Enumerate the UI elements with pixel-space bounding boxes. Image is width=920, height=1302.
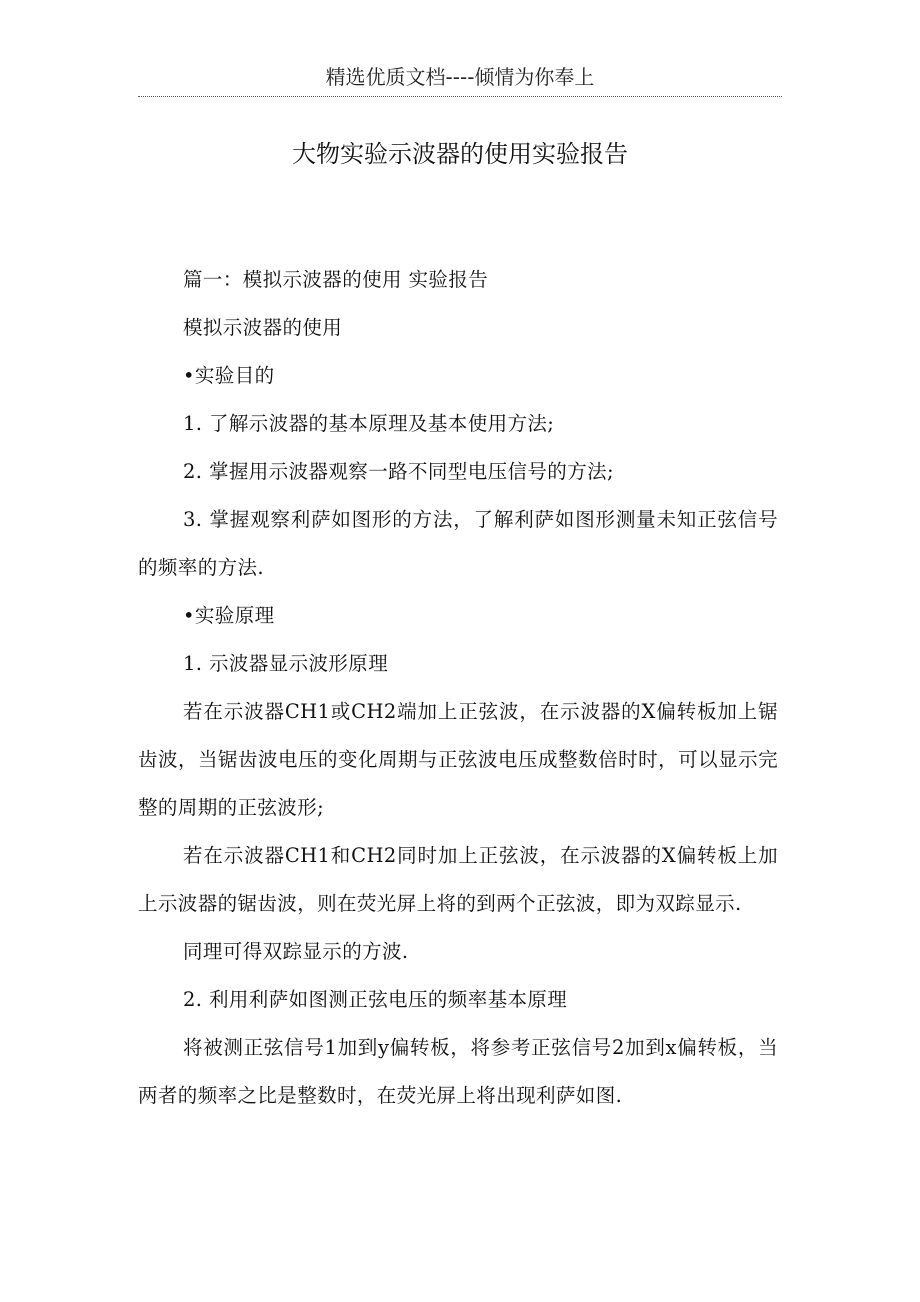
paragraph-principle-heading: •实验原理	[183, 604, 275, 627]
paragraph-principle-1-title: 1. 示波器显示波形原理	[183, 652, 389, 675]
paragraph-subtitle: 模拟示波器的使用	[183, 316, 343, 339]
paragraph-section-heading: 篇一：模拟示波器的使用 实验报告	[183, 268, 489, 291]
page-header: 精选优质文档----倾情为你奉上	[138, 62, 782, 97]
paragraph-principle-2-text: 将被测正弦信号1加到y偏转板，将参考正弦信号2加到x偏转板，当两者的频率之比是整数时，在荧光屏上将出现利萨如图.	[138, 1036, 778, 1107]
paragraph-principle-1-text-b: 若在示波器CH1和CH2同时加上正弦波，在示波器的X偏转板上加上示波器的锯齿波，则在荧光屏上将的到两个正弦波，即为双踪显示.	[138, 844, 778, 915]
paragraph-objective-heading: •实验目的	[183, 364, 275, 387]
paragraph-principle-2-title: 2. 利用利萨如图测正弦电压的频率基本原理	[183, 988, 568, 1011]
document-body	[138, 256, 778, 1120]
paragraph-objective-3: 3. 掌握观察利萨如图形的方法，了解利萨如图形测量未知正弦信号的频率的方法.	[138, 508, 778, 579]
paragraph-principle-1-text-c: 同理可得双踪显示的方波.	[183, 940, 409, 963]
paragraph-principle-1-text-a: 若在示波器CH1或CH2端加上正弦波，在示波器的X偏转板加上锯齿波，当锯齿波电压的变化周期与正弦波电压成整数倍时时，可以显示完整的周期的正弦波形;	[138, 700, 778, 819]
paragraph-objective-1: 1. 了解示波器的基本原理及基本使用方法;	[183, 412, 555, 435]
document-title: 大物实验示波器的使用实验报告	[292, 140, 628, 168]
paragraph-objective-2: 2. 掌握用示波器观察一路不同型电压信号的方法;	[183, 460, 614, 483]
